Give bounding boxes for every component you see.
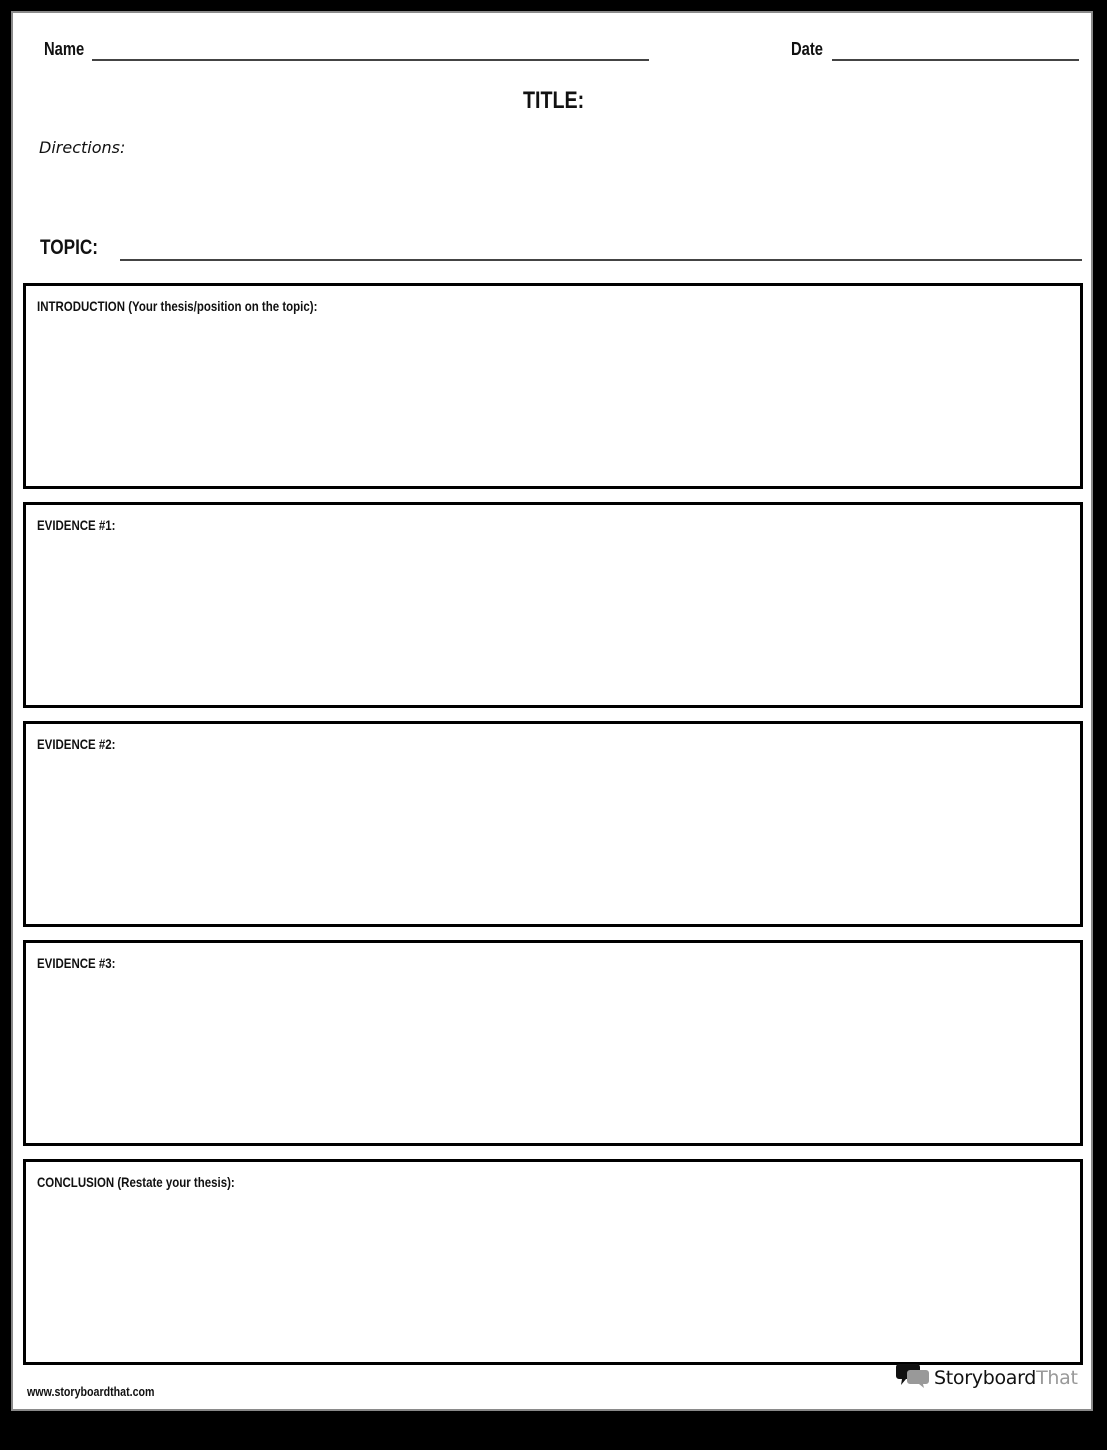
footer-url: www.storyboardthat.com bbox=[27, 1384, 155, 1399]
introduction-label: INTRODUCTION (Your thesis/position on the topic): bbox=[37, 298, 318, 314]
evidence-3-label: EVIDENCE #3: bbox=[37, 955, 116, 971]
title-label: TITLE: bbox=[523, 87, 585, 114]
conclusion-label: CONCLUSION (Restate your thesis): bbox=[37, 1174, 235, 1190]
topic-field-line[interactable] bbox=[120, 259, 1082, 261]
directions-label: Directions: bbox=[39, 138, 126, 157]
evidence-2-label: EVIDENCE #2: bbox=[37, 736, 116, 752]
evidence-3-box[interactable] bbox=[23, 940, 1083, 1146]
storyboardthat-logo bbox=[896, 1362, 1078, 1393]
name-label: Name bbox=[44, 39, 85, 59]
conclusion-box[interactable] bbox=[23, 1159, 1083, 1365]
evidence-2-box[interactable] bbox=[23, 721, 1083, 927]
evidence-1-box[interactable] bbox=[23, 502, 1083, 708]
date-label: Date bbox=[791, 39, 823, 59]
logo-text: StoryboardThat bbox=[934, 1366, 1078, 1389]
name-field-line[interactable] bbox=[92, 59, 649, 61]
introduction-box[interactable] bbox=[23, 283, 1083, 489]
evidence-1-label: EVIDENCE #1: bbox=[37, 517, 116, 533]
worksheet-page bbox=[11, 11, 1093, 1411]
topic-label: TOPIC: bbox=[40, 236, 99, 259]
date-field-line[interactable] bbox=[832, 59, 1079, 61]
speech-bubbles-icon bbox=[896, 1362, 930, 1393]
